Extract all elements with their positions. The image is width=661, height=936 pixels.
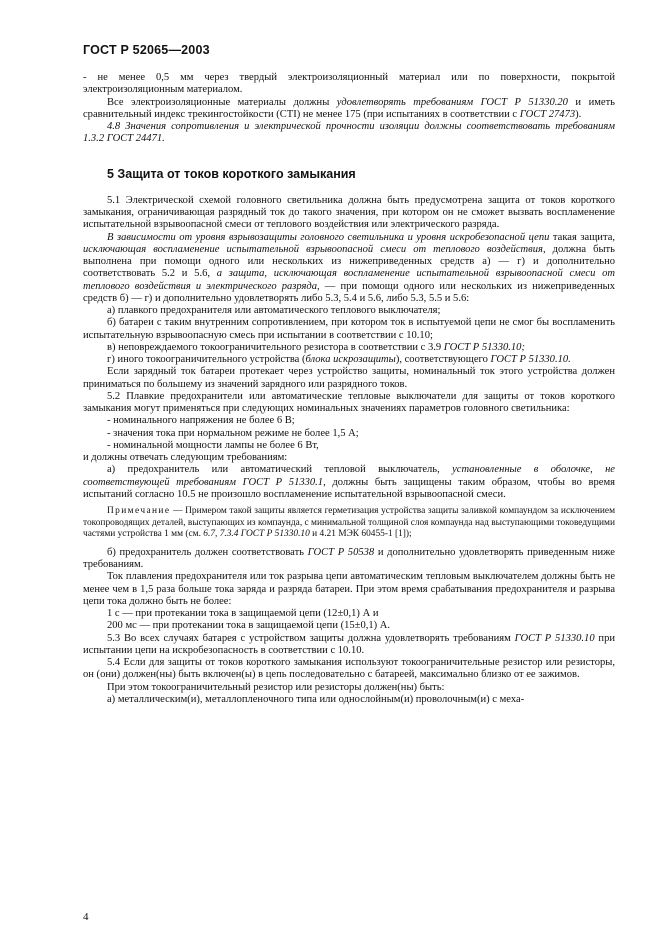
time-limit-2: 200 мс — при протекании тока в защищаемой цепи (15±0,1) А. [107, 620, 391, 632]
list-item-a: а) плавкого предохранителя или автоматического теплового выключателя; [107, 305, 441, 316]
page-body [83, 72, 615, 706]
paragraph-5-2: 5.2 Плавкие предохранители или автоматические тепловые выключатели для защиты от токов короткого замыкания могут применяться при следующих номинальных значениях параметров головного светильника: [83, 390, 615, 414]
paragraph-resistors: При этом токоограничительный резистор или резисторы должен(ны) быть: [107, 681, 445, 693]
requirements-intro: и должны отвечать следующим требованиям: [83, 452, 288, 463]
paragraph-5-1: 5.1 Электрической схемой головного светильника должна быть предусмотрена защита от токов короткого замыкания, ограничивающая разрядный ток до такого значения, при котором он не сможет вызвать воспламенение испытательной взрывоопасной смеси от теплового воздействия или электрического разряда. [83, 194, 615, 231]
dash-item-current: - значения тока при нормальном режиме не более 1,5 А; [107, 427, 359, 439]
list-item-c: в) неповреждаемого токоограничительного резистора в соответствии с 3.9 ГОСТ Р 51330.10; [107, 341, 525, 353]
list-item-d: г) иного токоограничительного устройства (блока искрозащиты), соответствующего ГОСТ Р 51330.10. [107, 354, 571, 365]
section-heading: 5 Защита от токов короткого замыкания [107, 166, 356, 181]
continuation-line: - не менее 0,5 мм через твердый электроизоляционный материал или по поверхности, покрытой электроизоляционным материалом. [83, 72, 615, 96]
requirement-a: а) предохранитель или автоматический тепловой выключатель, установленные в оболочке, не соответствующей требованиям ГОСТ Р 51330.1, должны быть защищены таким образом, чтобы во время испытаний согласно 10.5 не произошло воспламенение испытательной взрывоопасной смеси. [83, 464, 615, 500]
running-header: ГОСТ Р 52065—2003 [83, 43, 210, 57]
note: Примечание — Примером такой защиты является герметизация устройства защиты заливкой компаундом за исключением токопроводящих деталей, выступающих из компаунда, с минимальной толщиной слоя компаунда над выступающими токоведущими частями устройства 1 мм (см. 6.7, 7.3.4 ГОСТ Р 51330.10 и 4.21 МЭК 60455-1 [1]); [83, 506, 615, 540]
page-number: 4 [83, 911, 89, 923]
paragraph-resistors-a: а) металлическим(и), металлопленочного типа или однослойным(и) проволочным(и) с меха- [107, 693, 525, 705]
paragraph-4-8: 4.8 Значения сопротивления и электрической прочности изоляции должны соответствовать требованиям 1.3.2 ГОСТ 24471. [83, 121, 615, 145]
paragraph-5-4: 5.4 Если для защиты от токов короткого замыкания используют токоограничительные резистор или резисторы, он (они) должен(ны) быть включен(ы) в цепь последовательно с батареей, максимально близко от ее зажимов. [83, 657, 615, 681]
paragraph-charging-current: Если зарядный ток батареи протекает через устройство защиты, номинальный ток этого устройства должен приниматься по большему из значений зарядного или разрядного токов. [83, 366, 615, 390]
note-label: Примечание [107, 506, 171, 516]
time-limit-1: 1 с — при протекании тока в защищаемой цепи (12±0,1) А и [107, 608, 379, 620]
list-item-b: б) батареи с таким внутренним сопротивлением, при котором ток в испытуемой цепи не смог бы воспламенить испытательную взрывоопасную смесь при испытании в соответствии с 10.10; [83, 317, 615, 341]
dash-item-power: - номинальной мощности лампы не более 6 Вт, [107, 439, 319, 451]
requirement-b: б) предохранитель должен соответствовать ГОСТ Р 50538 и дополнительно удовлетворять приведенным ниже требованиям. [83, 546, 615, 571]
dash-item-voltage: - номинального напряжения не более 6 В; [107, 415, 295, 427]
paragraph-insulation-materials: Все электроизоляционные материалы должны удовлетворять требованиям ГОСТ Р 51330.20 и иметь сравнительный индекс трекингостойкости (CTI) не менее 175 (при испытаниях в соответствии с ГОСТ 27473). [83, 96, 615, 120]
paragraph-5-3: 5.3 Во всех случаях батарея с устройством защиты должна удовлетворять требованиям ГОСТ Р 51330.10 при испытании цепи на искробезопасность в соответствии с 10.10. [83, 632, 615, 656]
paragraph-melting-current: Ток плавления предохранителя или ток разрыва цепи автоматическим тепловым выключателем должны быть не менее чем в 1,5 раза больше тока заряда и разряда батареи. При этом время срабатывания предохранителя и разрыва цепи тока должно быть не более: [83, 571, 615, 607]
paragraph-protection-level: В зависимости от уровня взрывозащиты головного светильника и уровня искробезопасной цепи такая защита, исключающая воспламенение испытательной взрывоопасной смеси от теплового воздействия, должна быть выполнена при помощи одного или нескольких из нижеприведенных средств а) — г) и дополнительно соответствовать 5.2 и 5.6, а защита, исключающая воспламенение испытательной взрывоопасной смеси от теплового воздействия и электрического разряда, — при помощи одного или нескольких из нижеприведенных средств б) — г) и дополнительно удовлетворять либо 5.3, 5.4 и 5.6, либо 5.3, 5.5 и 5.6: [83, 231, 616, 304]
